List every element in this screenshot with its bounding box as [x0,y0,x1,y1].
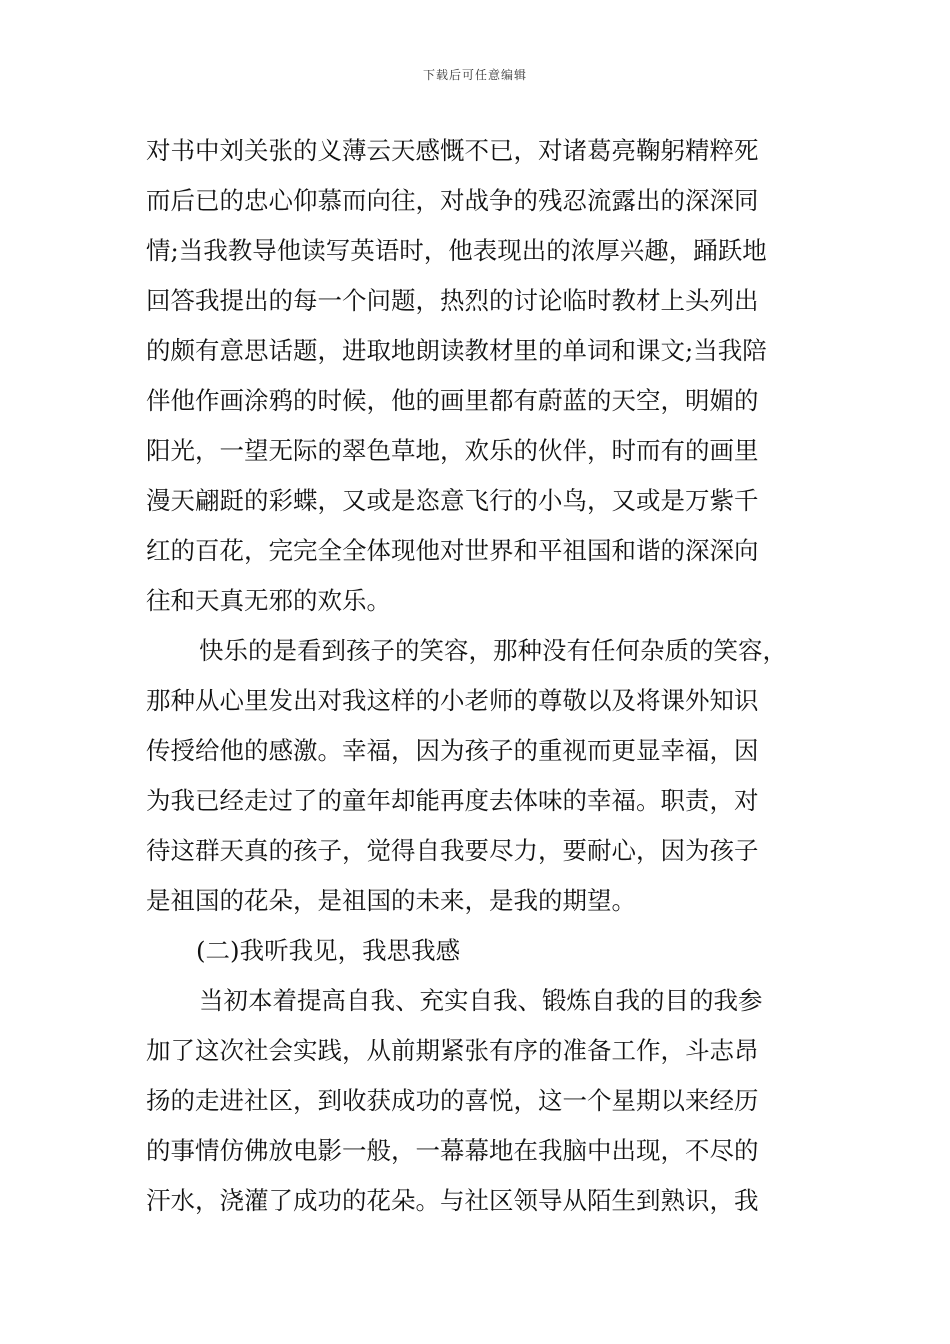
body-line: 是祖国的花朵，是祖国的未来，是我的期望。 [146,886,636,915]
body-line: 回答我提出的每一个问题，热烈的讨论临时教材上头列出 [146,286,759,315]
body-line: 而后已的忠心仰慕而向往，对战争的残忍流露出的深深同 [146,186,759,215]
body-line: 漫天翩跹的彩蝶，又或是恣意飞行的小鸟，又或是万紫千 [146,486,759,515]
document-header-note: 下载后可任意编辑 [422,68,527,82]
body-line: 红的百花，完完全全体现他对世界和平祖国和谐的深深向 [146,536,759,565]
body-line: 扬的走进社区，到收获成功的喜悦，这一个星期以来经历 [146,1086,759,1115]
body-line: 那种从心里发出对我这样的小老师的尊敬以及将课外知识 [146,686,759,715]
body-line: 为我已经走过了的童年却能再度去体味的幸福。职责，对 [146,786,759,815]
body-line: 阳光，一望无际的翠色草地，欢乐的伙伴，时而有的画里 [146,436,759,465]
body-line: 对书中刘关张的义薄云天感慨不已，对诸葛亮鞠躬精粹死 [146,136,759,165]
body-line: 伴他作画涂鸦的时候，他的画里都有蔚蓝的天空，明媚的 [146,386,759,415]
section-heading: (二)我听我见，我思我感 [196,936,461,965]
body-line: 情;当我教导他读写英语时，他表现出的浓厚兴趣，踊跃地 [146,236,767,265]
body-line: 汗水，浇灌了成功的花朵。与社区领导从陌生到熟识，我 [146,1186,759,1215]
body-line: 加了这次社会实践，从前期紧张有序的准备工作，斗志昂 [146,1036,759,1065]
body-line: 往和天真无邪的欢乐。 [146,586,391,615]
paragraph-first-line: 快乐的是看到孩子的笑容，那种没有任何杂质的笑容， [199,636,787,665]
body-line: 传授给他的感激。幸福，因为孩子的重视而更显幸福，因 [146,736,759,765]
paragraph-first-line: 当初本着提高自我、充实自我、锻炼自我的目的我参 [199,986,763,1015]
body-line: 的颇有意思话题，进取地朗读教材里的单词和课文;当我陪 [146,336,767,365]
body-line: 的事情仿佛放电影一般，一幕幕地在我脑中出现，不尽的 [146,1136,759,1165]
body-line: 待这群天真的孩子，觉得自我要尽力，要耐心，因为孩子 [146,836,759,865]
